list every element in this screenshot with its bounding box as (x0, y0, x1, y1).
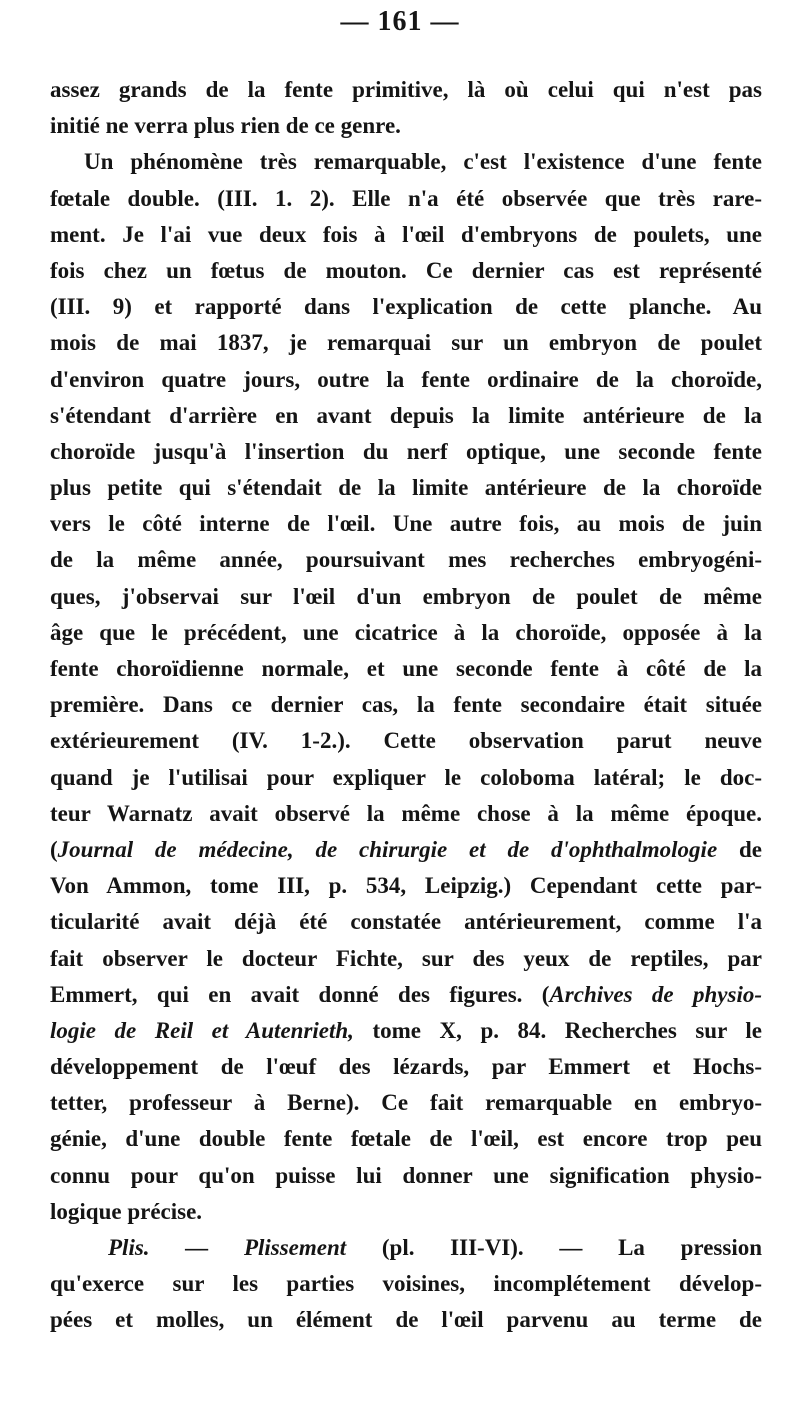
text-line: première. Dans ce dernier cas, la fente secondaire était située (50, 692, 762, 718)
text-line: qu'exerce sur les parties voisines, incomplétement dévelop- (50, 1271, 762, 1297)
text-line: s'étendant d'arrière en avant depuis la limite antérieure de la (50, 402, 762, 428)
text-line: ment. Je l'ai vue deux fois à l'œil d'embryons de poulets, une (50, 221, 762, 247)
text-line: âge que le précédent, une cicatrice à la choroïde, opposée à la (50, 619, 762, 645)
text-line: extérieurement (IV. 1-2.). Cette observation parut neuve (50, 728, 762, 754)
text-line-post: de (717, 836, 762, 862)
text-line: Un phénomène très remarquable, c'est l'existence d'une fente (84, 149, 762, 175)
text-line: choroïde jusqu'à l'insertion du nerf optique, une seconde fente (50, 438, 762, 464)
text-line: tetter, professeur à Berne). Ce fait remarquable en embryo- (50, 1090, 762, 1116)
page-number: — 161 — (340, 6, 460, 37)
text-line: vers le côté interne de l'œil. Une autre fois, au mois de juin (50, 511, 762, 537)
text-line: (III. 9) et rapporté dans l'explication de cette planche. Au (50, 294, 762, 320)
text-line: fœtale double. (III. 1. 2). Elle n'a été observée que très rare- (50, 185, 762, 211)
citation-title: Journal de médecine, de chirurgie et de d'ophthalmologie (57, 836, 718, 862)
text-line: teur Warnatz avait observé la même chose à la même époque. (50, 800, 762, 826)
citation-title: Archives de physio- (549, 981, 763, 1007)
text-line: fait observer le docteur Fichte, sur des yeux de reptiles, par (50, 945, 762, 971)
text-line: Von Ammon, tome III, p. 534, Leipzig.) Cependant cette par- (50, 873, 762, 899)
text-line: mois de mai 1837, je remarquai sur un embryon de poulet (50, 330, 762, 356)
text-line: fente choroïdienne normale, et une seconde fente à côté de la (50, 656, 762, 681)
text-line: ticularité avait déjà été constatée antérieurement, comme l'a (50, 909, 762, 935)
citation-title: logie de Reil et Autenrieth, (50, 1017, 354, 1043)
text-line (50, 977, 762, 1013)
text-line-post: (pl. III-VI). — La pression (346, 1235, 762, 1260)
section-heading: Plis. — Plissement (108, 1235, 347, 1260)
text-line: développement de l'œuf des lézards, par Emmert et Hochs- (50, 1054, 762, 1080)
text-line-pre: ( (50, 836, 58, 862)
text-line: génie, d'une double fente fœtale de l'œil, est encore trop peu (50, 1126, 762, 1152)
text-line: connu pour qu'on puisse lui donner une signification physio- (50, 1162, 762, 1188)
text-line-pre: Emmert, qui en avait donné des figures. ( (50, 981, 550, 1007)
text-line: pées et molles, un élément de l'œil parvenu au terme de (50, 1307, 762, 1333)
text-line (50, 832, 762, 868)
text-line: initié ne verra plus rien de ce genre. (50, 113, 401, 139)
text-line: d'environ quatre jours, outre la fente ordinaire de la choroïde, (50, 366, 762, 392)
text-line-post: tome X, p. 84. Recherches sur le (353, 1017, 762, 1043)
text-line: logique précise. (50, 1198, 203, 1224)
text-line: fois chez un fœtus de mouton. Ce dernier cas est représenté (50, 257, 762, 283)
text-line: quand je l'utilisai pour expliquer le coloboma latéral; le doc- (50, 764, 762, 790)
body-text (50, 72, 762, 1339)
text-line (50, 1013, 762, 1049)
text-line: plus petite qui s'étendait de la limite antérieure de la choroïde (50, 475, 762, 501)
section-heading-line (50, 1230, 762, 1266)
text-line: ques, j'observai sur l'œil d'un embryon de poulet de même (50, 583, 762, 609)
text-line: de la même année, poursuivant mes recherches embryogéni- (50, 547, 762, 573)
text-line: assez grands de la fente primitive, là où celui qui n'est pas (50, 77, 762, 102)
